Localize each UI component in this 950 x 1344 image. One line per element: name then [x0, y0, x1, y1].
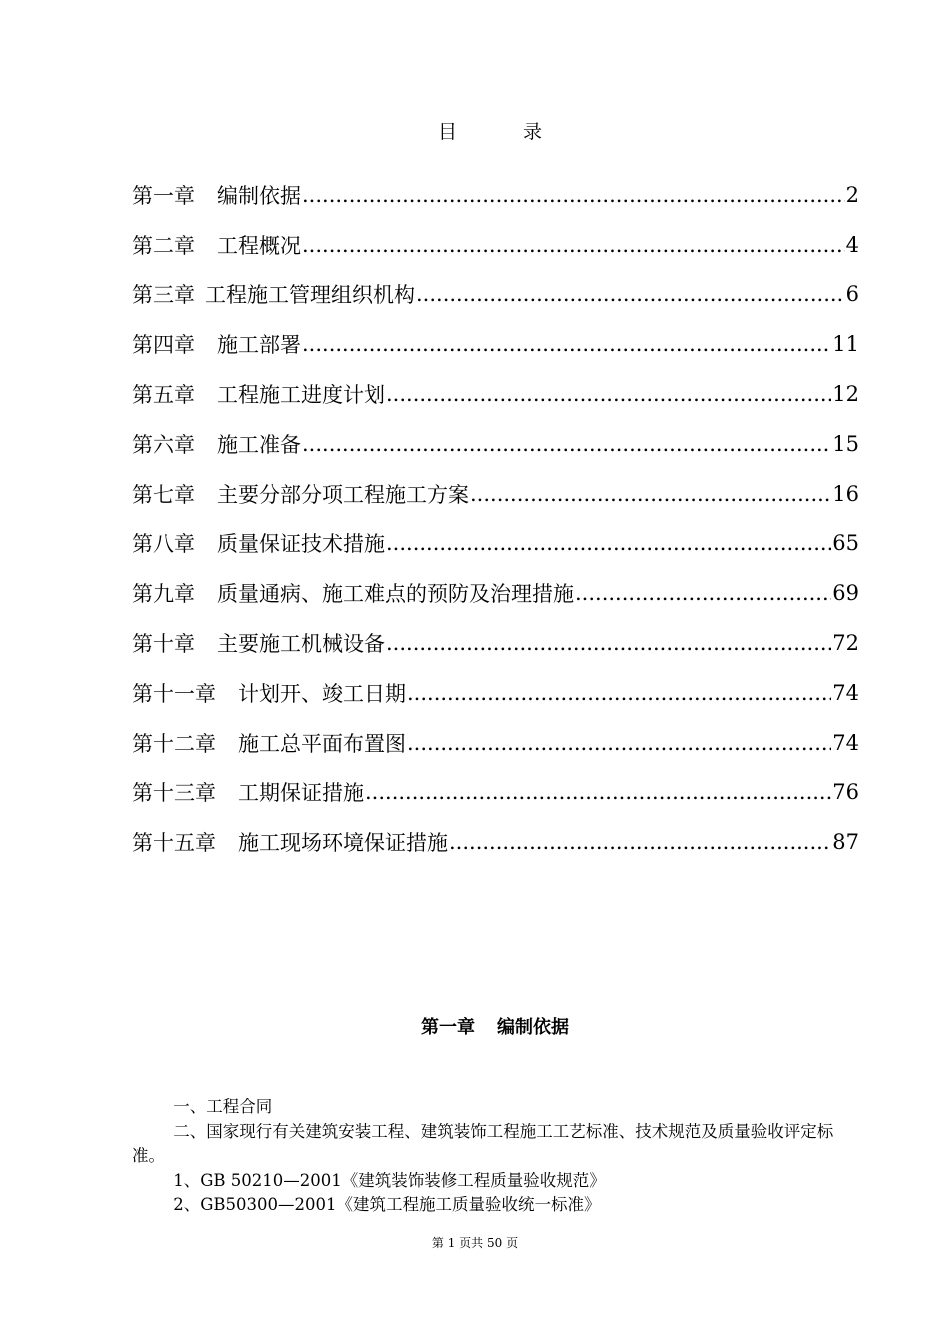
chapter-body [132, 1095, 862, 1218]
chapter-heading [0, 1013, 950, 1039]
toc-page-number: 74 [832, 680, 859, 705]
toc-chapter-number: 第七章 [132, 482, 195, 507]
toc-entry[interactable] [132, 369, 859, 419]
toc-dot-leader [302, 233, 845, 257]
toc-page-number: 69 [832, 581, 859, 606]
toc-dot-leader [386, 531, 831, 555]
chapter-title: 编制依据 [497, 1017, 569, 1038]
body-paragraph: 二、国家现行有关建筑安装工程、建筑装饰工程施工工艺标准、技术规范及质量验收评定标准。 [132, 1121, 834, 1165]
toc-page-number: 12 [832, 382, 859, 407]
toc-chapter-title: 计划开、竣工日期 [238, 681, 406, 706]
toc-entry[interactable] [132, 270, 859, 320]
toc-entry-label [132, 180, 301, 210]
toc-chapter-title: 主要施工机械设备 [217, 632, 385, 657]
toc-page-number: 11 [832, 332, 859, 357]
toc-page-number: 16 [832, 481, 859, 506]
toc-dot-leader [386, 382, 831, 406]
toc-entry[interactable] [132, 568, 859, 618]
toc-title-left: 目 [437, 121, 457, 143]
toc-dot-leader [449, 830, 831, 854]
toc-entry[interactable] [132, 618, 859, 668]
toc-entry-label [132, 379, 385, 409]
toc-page-number: 6 [845, 282, 859, 307]
toc-chapter-title: 质量保证技术措施 [217, 532, 385, 557]
toc-chapter-title: 质量通病、施工难点的预防及治理措施 [217, 582, 574, 607]
toc-page-number: 87 [832, 830, 859, 855]
toc-chapter-number: 第十章 [132, 632, 195, 657]
body-paragraph: 1、GB 50210—2001《建筑装饰装修工程质量验收规范》 [173, 1170, 606, 1190]
toc-entry[interactable] [132, 170, 859, 220]
toc-dot-leader [365, 780, 831, 804]
toc-dot-leader [302, 183, 845, 207]
toc-chapter-number: 第十三章 [132, 781, 216, 806]
toc-dot-leader [302, 432, 831, 456]
toc-entry[interactable] [132, 668, 859, 718]
toc-page-number: 72 [832, 631, 859, 656]
table-of-contents [132, 170, 859, 867]
toc-chapter-number: 第六章 [132, 432, 195, 457]
toc-entry-label [132, 329, 301, 359]
toc-entry[interactable] [132, 419, 859, 469]
toc-entry-label [132, 777, 364, 807]
toc-dot-leader [386, 631, 831, 655]
toc-entry[interactable] [132, 319, 859, 369]
toc-dot-leader [416, 282, 845, 306]
toc-chapter-title: 施工部署 [217, 333, 301, 358]
page-footer: 第 1 页共 50 页 [431, 1236, 519, 1250]
toc-dot-leader [575, 581, 831, 605]
toc-chapter-number: 第十一章 [132, 681, 216, 706]
toc-chapter-title: 工程施工进度计划 [217, 383, 385, 408]
toc-chapter-number: 第四章 [132, 333, 195, 358]
toc-page-number: 2 [845, 182, 859, 207]
toc-chapter-number: 第三章 [132, 283, 195, 308]
toc-chapter-number: 第五章 [132, 383, 195, 408]
toc-page-number: 65 [832, 531, 859, 556]
toc-page-number: 76 [832, 780, 859, 805]
toc-dot-leader [302, 332, 831, 356]
toc-entry-label [132, 429, 301, 459]
toc-dot-leader [470, 482, 831, 506]
toc-chapter-number: 第一章 [132, 183, 195, 208]
toc-page-number: 74 [832, 730, 859, 755]
body-paragraph: 一、工程合同 [173, 1097, 273, 1116]
toc-chapter-title: 施工总平面布置图 [238, 731, 406, 756]
toc-entry-label [132, 230, 301, 260]
toc-entry-label [132, 827, 448, 857]
toc-entry-label [132, 578, 574, 608]
toc-chapter-title: 主要分部分项工程施工方案 [217, 482, 469, 507]
toc-dot-leader [407, 681, 831, 705]
toc-page-number: 15 [832, 431, 859, 456]
toc-chapter-title: 施工现场环境保证措施 [238, 831, 448, 856]
toc-title-right: 录 [523, 121, 543, 143]
toc-chapter-title: 施工准备 [217, 432, 301, 457]
toc-entry-label [132, 479, 469, 509]
toc-entry[interactable] [132, 469, 859, 519]
toc-chapter-number: 第九章 [132, 582, 195, 607]
toc-entry[interactable] [132, 817, 859, 867]
toc-dot-leader [407, 731, 831, 755]
toc-title [0, 117, 950, 144]
toc-entry-label [132, 678, 406, 708]
toc-chapter-number: 第八章 [132, 532, 195, 557]
body-paragraph: 2、GB50300—2001《建筑工程施工质量验收统一标准》 [173, 1195, 601, 1214]
toc-chapter-title: 工程施工管理组织机构 [205, 283, 415, 308]
toc-entry[interactable] [132, 718, 859, 768]
toc-entry[interactable] [132, 768, 859, 818]
toc-chapter-number: 第十五章 [132, 831, 216, 856]
toc-entry[interactable] [132, 519, 859, 569]
chapter-number: 第一章 [421, 1017, 475, 1038]
toc-entry[interactable] [132, 220, 859, 270]
toc-chapter-number: 第十二章 [132, 731, 216, 756]
toc-entry-label [132, 279, 415, 309]
toc-entry-label [132, 628, 385, 658]
toc-entry-label [132, 728, 406, 758]
toc-page-number: 4 [845, 232, 859, 257]
toc-chapter-title: 工程概况 [217, 233, 301, 258]
toc-chapter-title: 工期保证措施 [238, 781, 364, 806]
toc-entry-label [132, 528, 385, 558]
toc-chapter-number: 第二章 [132, 233, 195, 258]
toc-chapter-title: 编制依据 [217, 183, 301, 208]
